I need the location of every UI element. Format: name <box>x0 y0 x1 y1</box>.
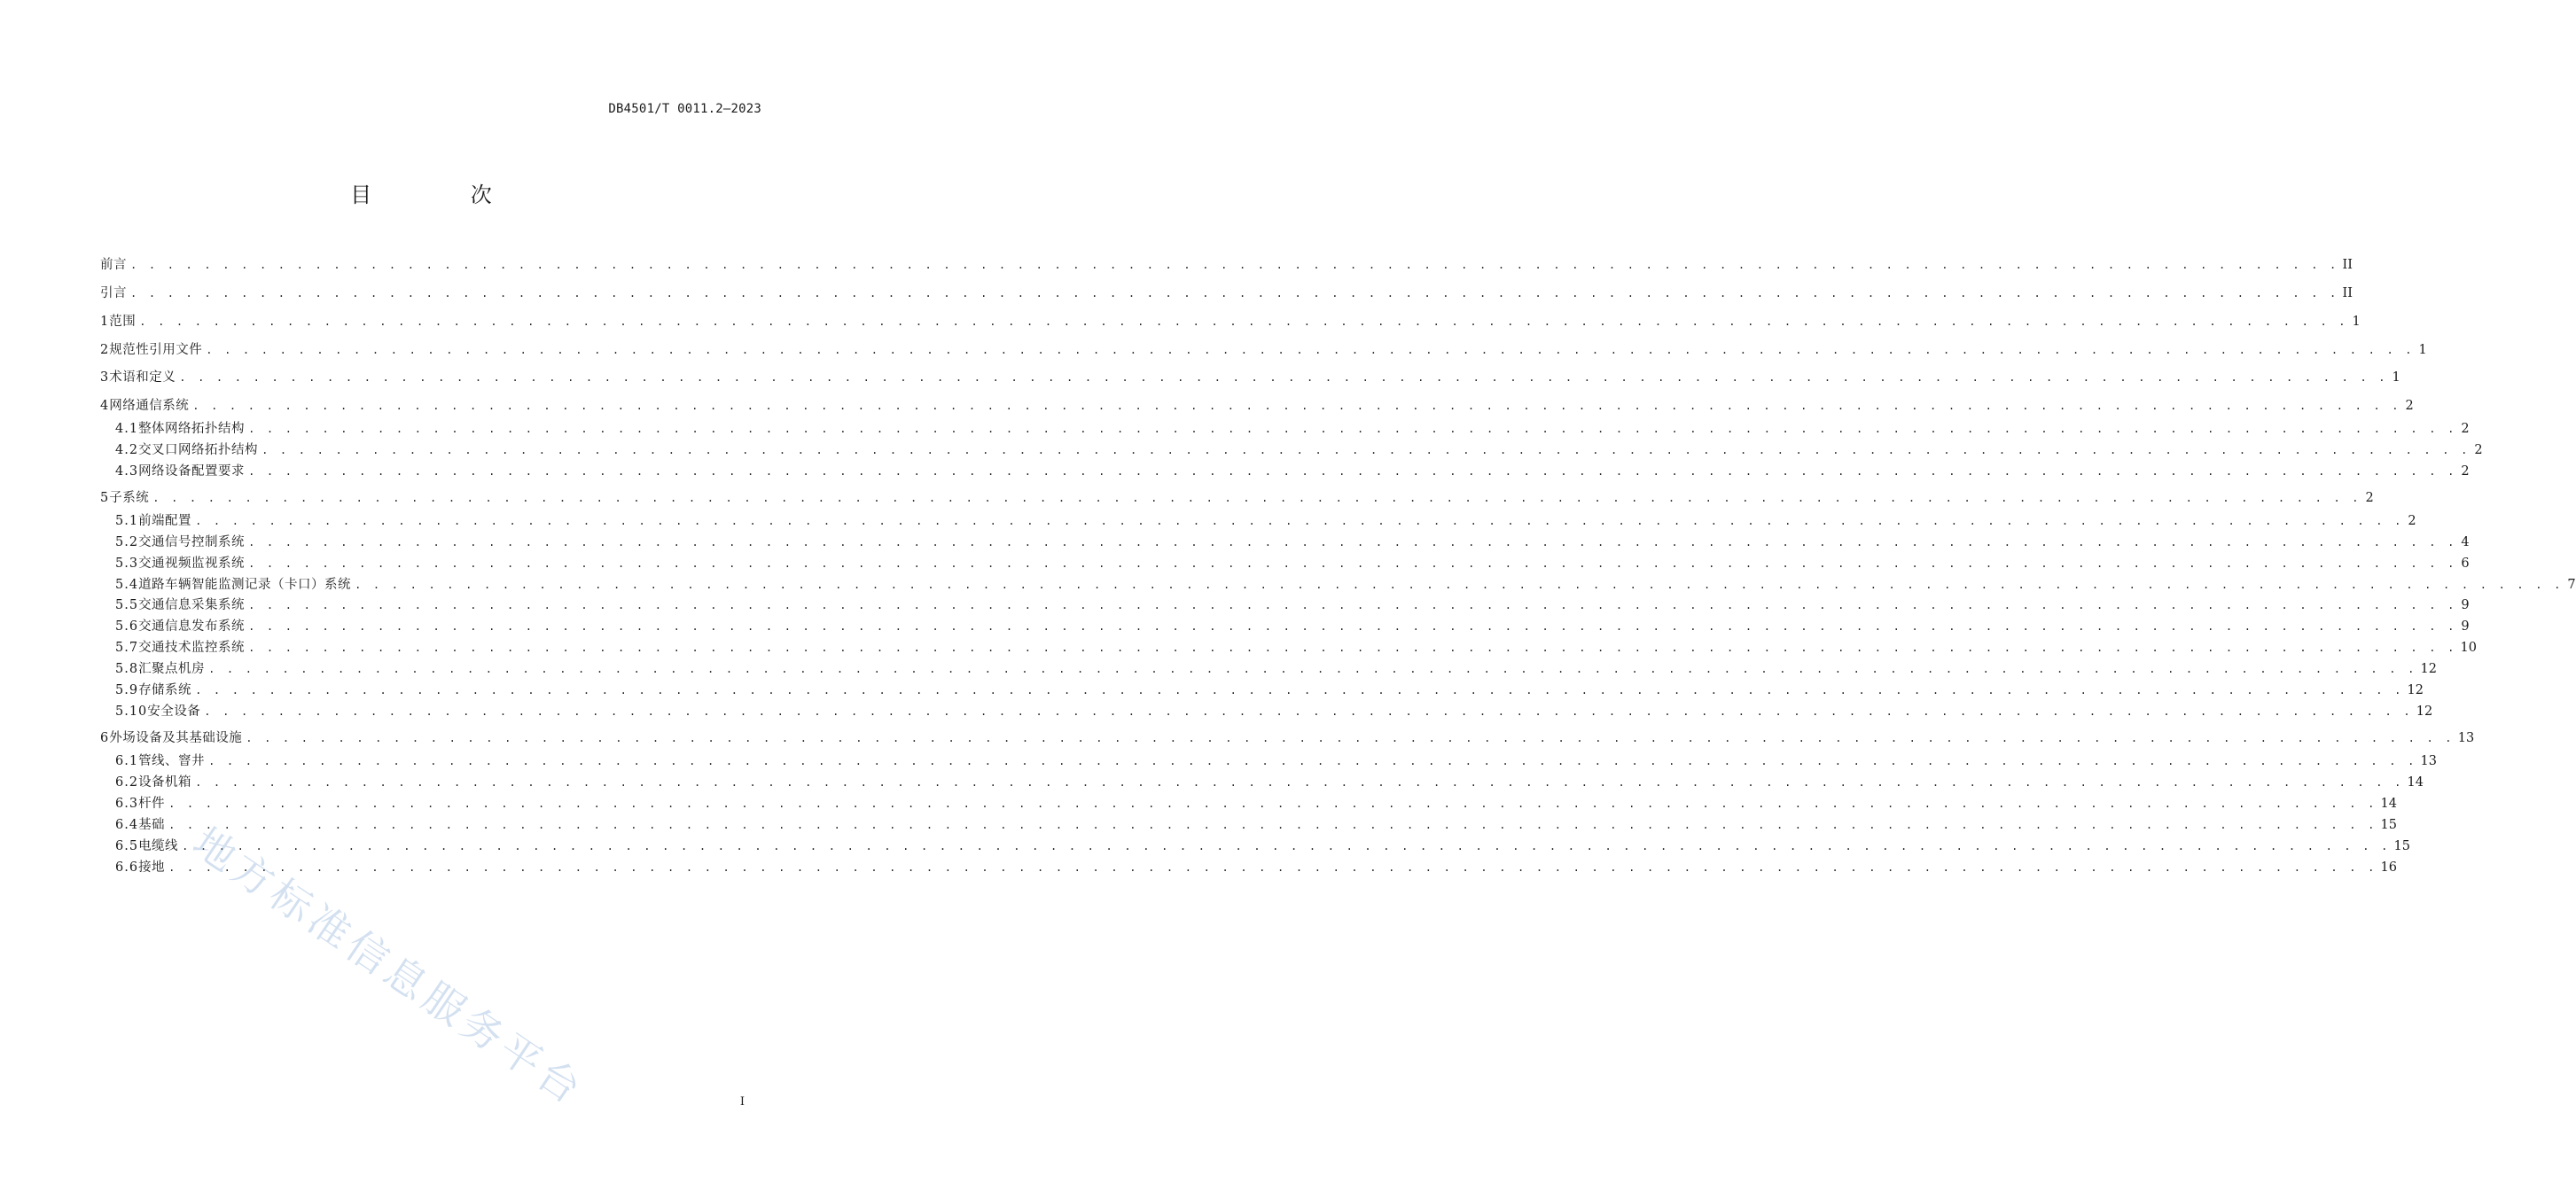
toc-entry-label: 交叉口网络拓扑结构 <box>138 443 259 457</box>
toc-leader-dots: . . . . . . . . . . . . . . . . . . . . . . . . . . . . . . . . . . . . . . . . . . . . . . . . . . . . . . . . . . . . . . . . . . . . . . . . . . . . . . . . . . . . . . . . . . . . . . . . . . . . . . . . . . . . . . . . . . . . . . . . <box>248 620 2457 633</box>
toc-leader-dots: . . . . . . . . . . . . . . . . . . . . . . . . . . . . . . . . . . . . . . . . . . . . . . . . . . . . . . . . . . . . . . . . . . . . . . . . . . . . . . . . . . . . . . . . . . . . . . . . . . . . . . . . . . . . . . . . . . . . . . . . <box>355 579 2564 591</box>
toc-entry-label: 规范性引用文件 <box>109 343 203 357</box>
toc-entry-number: 4.1 <box>115 422 139 436</box>
toc-entry-number: 5.9 <box>115 683 139 697</box>
toc-leader-dots: . . . . . . . . . . . . . . . . . . . . . . . . . . . . . . . . . . . . . . . . . . . . . . . . . . . . . . . . . . . . . . . . . . . . . . . . . . . . . . . . . . . . . . . . . . . . . . . . . . . . . . . . . . . . . . . . . . . . . . . . <box>182 840 2391 852</box>
toc-entry-page: 4 <box>2461 535 2470 549</box>
toc-entry[interactable] <box>100 284 2353 303</box>
toc-entry-number: 5.1 <box>115 514 139 528</box>
toc-entry-number: 5.4 <box>115 578 139 592</box>
toc-entry[interactable] <box>115 533 2470 552</box>
toc-entry[interactable] <box>115 575 2576 595</box>
toc-entry-page: 13 <box>2457 731 2475 745</box>
toc-entry-number: 5.10 <box>115 704 148 719</box>
toc-entry-number: 1 <box>100 315 110 329</box>
toc-entry-page: 14 <box>2407 775 2424 790</box>
toc-entry-number: 2 <box>100 343 110 357</box>
toc-entry-label: 子系统 <box>109 491 150 505</box>
toc-entry-page: 1 <box>2418 343 2427 357</box>
toc-entry[interactable] <box>115 462 2470 481</box>
toc-entry[interactable] <box>100 728 2475 748</box>
toc-entry[interactable] <box>115 440 2483 460</box>
toc-entry-label: 交通信息采集系统 <box>138 598 246 612</box>
toc-entry-label: 安全设备 <box>147 704 201 719</box>
toc-entry-page: 15 <box>2393 839 2410 853</box>
toc-entry-label: 外场设备及其基础设施 <box>109 731 243 745</box>
toc-entry-page: 12 <box>2407 683 2424 697</box>
toc-entry[interactable] <box>115 751 2437 771</box>
toc-entry[interactable] <box>100 396 2414 416</box>
toc-entry-number: 3 <box>100 370 110 385</box>
toc-entry-page: 1 <box>2352 315 2361 329</box>
toc-entry-page: II <box>2342 286 2353 300</box>
toc-leader-dots: . . . . . . . . . . . . . . . . . . . . . . . . . . . . . . . . . . . . . . . . . . . . . . . . . . . . . . . . . . . . . . . . . . . . . . . . . . . . . . . . . . . . . . . . . . . . . . . . . . . . . . . . . . . . . . . . . . . . . . . . <box>168 861 2377 874</box>
toc-leader-dots: . . . . . . . . . . . . . . . . . . . . . . . . . . . . . . . . . . . . . . . . . . . . . . . . . . . . . . . . . . . . . . . . . . . . . . . . . . . . . . . . . . . . . . . . . . . . . . . . . . . . . . . . . . . . . . . . . . . . . . . . <box>179 371 2388 384</box>
toc-entry[interactable] <box>115 794 2397 813</box>
toc-entry-label: 术语和定义 <box>109 370 176 385</box>
toc-entry-label: 电缆线 <box>138 839 179 853</box>
toc-entry-number: 5 <box>100 491 110 505</box>
toc-leader-dots: . . . . . . . . . . . . . . . . . . . . . . . . . . . . . . . . . . . . . . . . . . . . . . . . . . . . . . . . . . . . . . . . . . . . . . . . . . . . . . . . . . . . . . . . . . . . . . . . . . . . . . . . . . . . . . . . . . . . . . . . <box>168 819 2377 831</box>
page-title: 目 次 <box>350 183 538 207</box>
toc-entry-label: 接地 <box>138 860 166 875</box>
toc-entry-page: 2 <box>2405 399 2414 413</box>
toc-entry[interactable] <box>115 837 2410 856</box>
toc-entry-label: 网络设备配置要求 <box>138 464 246 479</box>
toc-entry[interactable] <box>115 659 2437 679</box>
toc-leader-dots: . . . . . . . . . . . . . . . . . . . . . . . . . . . . . . . . . . . . . . . . . . . . . . . . . . . . . . . . . . . . . . . . . . . . . . . . . . . . . . . . . . . . . . . . . . . . . . . . . . . . . . . . . . . . . . . . . . . . . . . . <box>248 599 2457 611</box>
toc-leader-dots: . . . . . . . . . . . . . . . . . . . . . . . . . . . . . . . . . . . . . . . . . . . . . . . . . . . . . . . . . . . . . . . . . . . . . . . . . . . . . . . . . . . . . . . . . . . . . . . . . . . . . . . . . . . . . . . . . . . . . . . . <box>248 536 2457 549</box>
toc-entry-label: 杆件 <box>138 797 166 811</box>
toc-entry-number: 6.3 <box>115 797 139 811</box>
toc-leader-dots: . . . . . . . . . . . . . . . . . . . . . . . . . . . . . . . . . . . . . . . . . . . . . . . . . . . . . . . . . . . . . . . . . . . . . . . . . . . . . . . . . . . . . . . . . . . . . . . . . . . . . . . . . . . . . . . . . . . . . . . . <box>246 732 2455 744</box>
toc-entry[interactable] <box>115 638 2477 658</box>
toc-entry-page: 10 <box>2460 641 2477 655</box>
toc-entry[interactable] <box>100 340 2427 360</box>
toc-leader-dots: . . . . . . . . . . . . . . . . . . . . . . . . . . . . . . . . . . . . . . . . . . . . . . . . . . . . . . . . . . . . . . . . . . . . . . . . . . . . . . . . . . . . . . . . . . . . . . . . . . . . . . . . . . . . . . . . . . . . . . . . <box>248 557 2457 570</box>
toc-leader-dots: . . . . . . . . . . . . . . . . . . . . . . . . . . . . . . . . . . . . . . . . . . . . . . . . . . . . . . . . . . . . . . . . . . . . . . . . . . . . . . . . . . . . . . . . . . . . . . . . . . . . . . . . . . . . . . . . . . . . . . . . <box>130 259 2339 271</box>
toc-leader-dots: . . . . . . . . . . . . . . . . . . . . . . . . . . . . . . . . . . . . . . . . . . . . . . . . . . . . . . . . . . . . . . . . . . . . . . . . . . . . . . . . . . . . . . . . . . . . . . . . . . . . . . . . . . . . . . . . . . . . . . . . <box>168 798 2377 810</box>
toc-leader-dots: . . . . . . . . . . . . . . . . . . . . . . . . . . . . . . . . . . . . . . . . . . . . . . . . . . . . . . . . . . . . . . . . . . . . . . . . . . . . . . . . . . . . . . . . . . . . . . . . . . . . . . . . . . . . . . . . . . . . . . . . <box>206 344 2415 356</box>
toc-entry-label: 引言 <box>100 286 127 300</box>
toc-entry-page: 9 <box>2461 619 2470 634</box>
toc-leader-dots: . . . . . . . . . . . . . . . . . . . . . . . . . . . . . . . . . . . . . . . . . . . . . . . . . . . . . . . . . . . . . . . . . . . . . . . . . . . . . . . . . . . . . . . . . . . . . . . . . . . . . . . . . . . . . . . . . . . . . . . . <box>195 776 2404 789</box>
toc-entry-page: 1 <box>2392 370 2400 385</box>
toc-entry-page: 13 <box>2420 754 2437 768</box>
toc-leader-dots: . . . . . . . . . . . . . . . . . . . . . . . . . . . . . . . . . . . . . . . . . . . . . . . . . . . . . . . . . . . . . . . . . . . . . . . . . . . . . . . . . . . . . . . . . . . . . . . . . . . . . . . . . . . . . . . . . . . . . . . . <box>248 642 2457 654</box>
toc-entry[interactable] <box>115 617 2470 636</box>
toc-entry-label: 前端配置 <box>138 514 192 528</box>
toc-entry-number: 6 <box>100 731 110 745</box>
document-code: DB4501/T 0011.2—2023 <box>608 102 761 116</box>
toc-entry-page: 2 <box>2365 491 2374 505</box>
toc-leader-dots: . . . . . . . . . . . . . . . . . . . . . . . . . . . . . . . . . . . . . . . . . . . . . . . . . . . . . . . . . . . . . . . . . . . . . . . . . . . . . . . . . . . . . . . . . . . . . . . . . . . . . . . . . . . . . . . . . . . . . . . . <box>139 315 2348 328</box>
toc-leader-dots: . . . . . . . . . . . . . . . . . . . . . . . . . . . . . . . . . . . . . . . . . . . . . . . . . . . . . . . . . . . . . . . . . . . . . . . . . . . . . . . . . . . . . . . . . . . . . . . . . . . . . . . . . . . . . . . . . . . . . . . . <box>195 515 2404 527</box>
toc-entry-label: 交通信号控制系统 <box>138 535 246 549</box>
toc-entry-label: 前言 <box>100 258 127 272</box>
toc-entry[interactable] <box>115 773 2424 792</box>
toc-leader-dots: . . . . . . . . . . . . . . . . . . . . . . . . . . . . . . . . . . . . . . . . . . . . . . . . . . . . . . . . . . . . . . . . . . . . . . . . . . . . . . . . . . . . . . . . . . . . . . . . . . . . . . . . . . . . . . . . . . . . . . . . <box>262 444 2471 456</box>
toc-entry-number: 5.7 <box>115 641 139 655</box>
toc-entry[interactable] <box>115 511 2416 531</box>
toc-entry-label: 管线、窨井 <box>138 754 206 768</box>
table-of-contents <box>100 0 2576 1191</box>
toc-entry[interactable] <box>115 681 2424 700</box>
toc-leader-dots: . . . . . . . . . . . . . . . . . . . . . . . . . . . . . . . . . . . . . . . . . . . . . . . . . . . . . . . . . . . . . . . . . . . . . . . . . . . . . . . . . . . . . . . . . . . . . . . . . . . . . . . . . . . . . . . . . . . . . . . . <box>130 287 2339 300</box>
toc-entry-label: 交通技术监控系统 <box>138 641 246 655</box>
toc-entry[interactable] <box>115 702 2433 721</box>
toc-entry-label: 交通信息发布系统 <box>138 619 246 634</box>
toc-entry-number: 5.6 <box>115 619 139 634</box>
toc-entry-label: 汇聚点机房 <box>138 662 206 676</box>
toc-entry[interactable] <box>115 858 2397 877</box>
toc-entry[interactable] <box>115 596 2470 615</box>
toc-entry[interactable] <box>100 255 2353 275</box>
toc-entry-page: 7 <box>2567 578 2576 592</box>
toc-entry-number: 6.1 <box>115 754 139 768</box>
toc-entry-page: 9 <box>2461 598 2470 612</box>
toc-entry-number: 5.5 <box>115 598 139 612</box>
toc-entry-label: 网络通信系统 <box>109 399 190 413</box>
toc-entry-page: II <box>2342 258 2353 272</box>
watermark: 地方标准信息服务平台 <box>184 818 594 1116</box>
toc-entry-number: 6.5 <box>115 839 139 853</box>
toc-leader-dots: . . . . . . . . . . . . . . . . . . . . . . . . . . . . . . . . . . . . . . . . . . . . . . . . . . . . . . . . . . . . . . . . . . . . . . . . . . . . . . . . . . . . . . . . . . . . . . . . . . . . . . . . . . . . . . . . . . . . . . . . <box>192 400 2401 412</box>
toc-entry-number: 4 <box>100 399 110 413</box>
toc-entry[interactable] <box>115 419 2470 439</box>
toc-entry-page: 2 <box>2474 443 2483 457</box>
toc-entry[interactable] <box>100 488 2374 508</box>
toc-leader-dots: . . . . . . . . . . . . . . . . . . . . . . . . . . . . . . . . . . . . . . . . . . . . . . . . . . . . . . . . . . . . . . . . . . . . . . . . . . . . . . . . . . . . . . . . . . . . . . . . . . . . . . . . . . . . . . . . . . . . . . . . <box>208 663 2417 675</box>
toc-entry[interactable] <box>100 368 2400 387</box>
toc-entry[interactable] <box>100 312 2361 331</box>
toc-leader-dots: . . . . . . . . . . . . . . . . . . . . . . . . . . . . . . . . . . . . . . . . . . . . . . . . . . . . . . . . . . . . . . . . . . . . . . . . . . . . . . . . . . . . . . . . . . . . . . . . . . . . . . . . . . . . . . . . . . . . . . . . <box>248 423 2457 435</box>
toc-entry-number: 6.4 <box>115 818 139 832</box>
toc-entry-page: 12 <box>2416 704 2433 719</box>
toc-leader-dots: . . . . . . . . . . . . . . . . . . . . . . . . . . . . . . . . . . . . . . . . . . . . . . . . . . . . . . . . . . . . . . . . . . . . . . . . . . . . . . . . . . . . . . . . . . . . . . . . . . . . . . . . . . . . . . . . . . . . . . . . <box>208 755 2417 767</box>
toc-leader-dots: . . . . . . . . . . . . . . . . . . . . . . . . . . . . . . . . . . . . . . . . . . . . . . . . . . . . . . . . . . . . . . . . . . . . . . . . . . . . . . . . . . . . . . . . . . . . . . . . . . . . . . . . . . . . . . . . . . . . . . . . <box>152 492 2361 504</box>
toc-entry-number: 4.2 <box>115 443 139 457</box>
toc-entry-number: 5.8 <box>115 662 139 676</box>
toc-entry-page: 2 <box>2461 422 2470 436</box>
toc-entry-page: 15 <box>2380 818 2397 832</box>
toc-leader-dots: . . . . . . . . . . . . . . . . . . . . . . . . . . . . . . . . . . . . . . . . . . . . . . . . . . . . . . . . . . . . . . . . . . . . . . . . . . . . . . . . . . . . . . . . . . . . . . . . . . . . . . . . . . . . . . . . . . . . . . . . <box>248 465 2457 478</box>
toc-entry-label: 整体网络拓扑结构 <box>138 422 246 436</box>
toc-entry[interactable] <box>115 815 2397 835</box>
toc-entry-page: 2 <box>2461 464 2470 479</box>
toc-entry-label: 道路车辆智能监测记录（卡口）系统 <box>138 578 352 592</box>
toc-entry-page: 12 <box>2420 662 2437 676</box>
toc-entry[interactable] <box>115 554 2470 573</box>
toc-entry-label: 存储系统 <box>138 683 192 697</box>
toc-entry-page: 6 <box>2461 557 2470 571</box>
toc-entry-page: 2 <box>2408 514 2416 528</box>
toc-entry-number: 5.3 <box>115 557 139 571</box>
page-number: I <box>739 1095 745 1109</box>
toc-entry-label: 基础 <box>138 818 166 832</box>
toc-leader-dots: . . . . . . . . . . . . . . . . . . . . . . . . . . . . . . . . . . . . . . . . . . . . . . . . . . . . . . . . . . . . . . . . . . . . . . . . . . . . . . . . . . . . . . . . . . . . . . . . . . . . . . . . . . . . . . . . . . . . . . . . <box>195 684 2404 697</box>
toc-entry-number: 6.6 <box>115 860 139 875</box>
toc-entry-label: 设备机箱 <box>138 775 192 790</box>
toc-entry-label: 交通视频监视系统 <box>138 557 246 571</box>
toc-entry-page: 16 <box>2380 860 2397 875</box>
toc-entry-label: 范围 <box>109 315 137 329</box>
toc-entry-page: 14 <box>2380 797 2397 811</box>
toc-entry-number: 4.3 <box>115 464 139 479</box>
toc-leader-dots: . . . . . . . . . . . . . . . . . . . . . . . . . . . . . . . . . . . . . . . . . . . . . . . . . . . . . . . . . . . . . . . . . . . . . . . . . . . . . . . . . . . . . . . . . . . . . . . . . . . . . . . . . . . . . . . . . . . . . . . . <box>204 705 2413 718</box>
toc-entry-number: 6.2 <box>115 775 139 790</box>
toc-entry-number: 5.2 <box>115 535 139 549</box>
